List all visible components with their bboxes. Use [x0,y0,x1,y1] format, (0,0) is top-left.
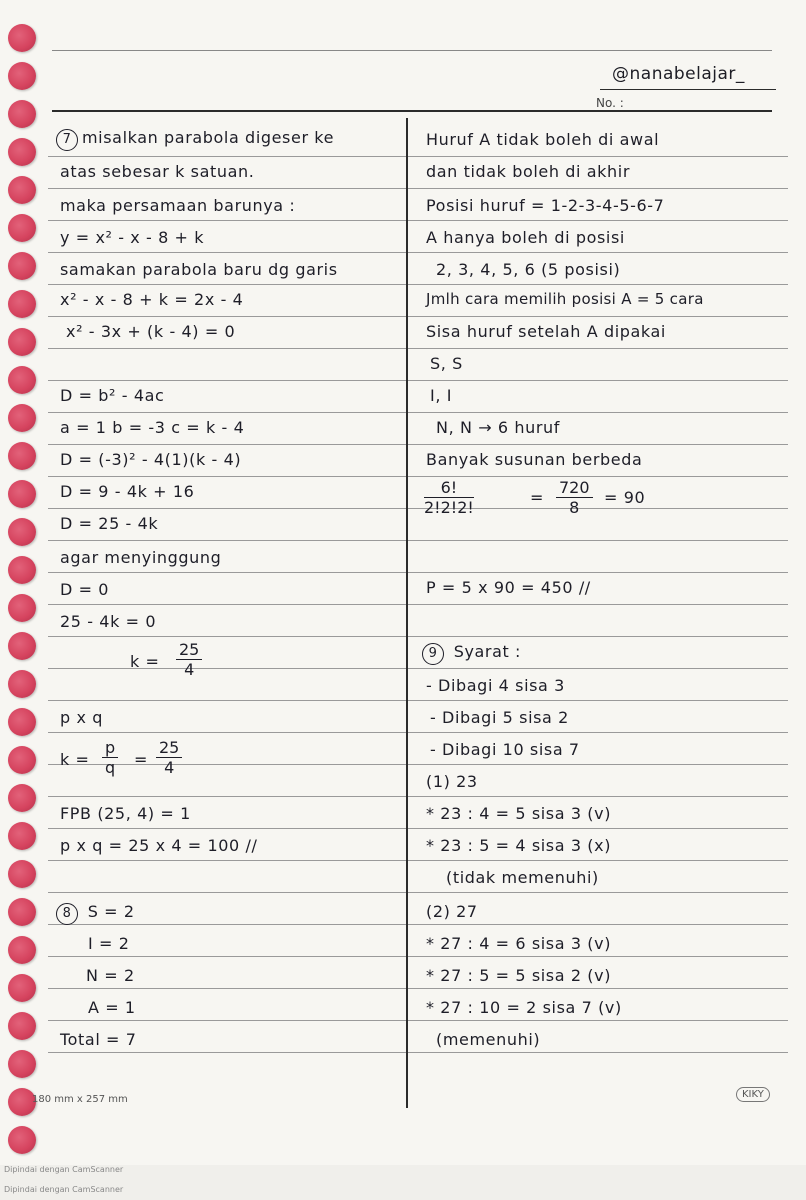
solution-line-10: N, N → 6 huruf [436,418,560,437]
binder-hole [8,24,36,52]
ruled-line [48,636,788,637]
ruled-line [48,604,788,605]
author-handle: @nanabelajar_ [612,64,745,84]
problem-8-line-5: Total = 7 [60,1030,137,1049]
ruled-line [48,348,788,349]
problem-7-line-11: D = 9 - 4k + 16 [60,482,195,501]
solution-line-2: dan tidak boleh di akhir [426,162,631,181]
ruled-line [48,508,788,509]
ruled-line [48,252,788,253]
binder-hole [8,100,36,128]
problem-7-line-5: samakan parabola baru dg garis [60,260,338,279]
problem-7-line-15: 25 - 4k = 0 [60,612,157,631]
problem-9-line-3: - Dibagi 5 sisa 2 [430,708,569,727]
scanner-watermark: Dipindai dengan CamScanner [4,1165,124,1174]
binder-hole [8,252,36,280]
handle-underline [600,89,776,90]
problem-7-line-9: a = 1 b = -3 c = k - 4 [60,418,245,437]
binder-hole [8,138,36,166]
problem-7-line-6: x² - x - 8 + k = 2x - 4 [60,290,244,309]
ruled-line [48,828,788,829]
solution-line-8: S, S [430,354,463,373]
fraction-25-over-4: $\frac{25}{4}$ [156,738,182,777]
problem-7-line-17: p x q [60,708,103,727]
solution-line-11: Banyak susunan berbeda [426,450,643,469]
problem-7-line-10: D = (-3)² - 4(1)(k - 4) [60,450,242,469]
ruled-line [48,540,788,541]
fraction-720-over-8: $\frac{720}{8}$ [556,478,593,517]
solution-line-4: A hanya boleh di posisi [426,228,625,247]
binder-hole [8,936,36,964]
problem-7-answer: p x q = 25 x 4 = 100 // [60,836,258,855]
page-number-label: No. : [596,96,624,110]
problem-8-line-1: 8 S = 2 [56,902,135,925]
answer-mark: // [578,578,591,597]
binder-hole [8,480,36,508]
binder-hole [8,1050,36,1078]
ruled-line [48,924,788,925]
problem-7-line-7: x² - 3x + (k - 4) = 0 [66,322,236,341]
ruled-line [48,700,788,701]
binder-holes [0,0,48,1165]
binder-hole [8,404,36,432]
header-divider [52,110,772,112]
binder-hole [8,594,36,622]
fraction-6-factorial: $\frac{6!}{2!2!2!}$ [424,478,474,517]
binder-hole [8,898,36,926]
ruled-line [48,220,788,221]
ruled-line [48,156,788,157]
answer-mark: // [245,836,258,855]
problem-8-line-4: A = 1 [88,998,136,1017]
problem-7-line-1: 7 misalkan parabola digeser ke [56,128,334,151]
problem-9-line-13: (memenuhi) [436,1030,541,1049]
ruled-line [48,1020,788,1021]
brand-label: KIKY [736,1087,770,1102]
problem-8-line-2: I = 2 [88,934,130,953]
problem-9-line-10: * 27 : 4 = 6 sisa 3 (v) [426,934,612,953]
ruled-line [48,572,788,573]
binder-hole [8,1012,36,1040]
ruled-line [48,860,788,861]
binder-hole [8,708,36,736]
binder-hole [8,518,36,546]
problem-9-line-6: * 23 : 4 = 5 sisa 3 (v) [426,804,612,823]
ruled-line [48,732,788,733]
header-rule [52,50,772,51]
ruled-line [48,476,788,477]
fraction-equals-1: = [530,488,545,507]
ruled-line [48,380,788,381]
paper-size-label: 180 mm x 257 mm [32,1094,128,1105]
scanner-strip [0,1165,806,1200]
scanner-watermark: Dipindai dengan CamScanner [4,1185,124,1194]
problem-7-line-14: D = 0 [60,580,110,599]
problem-9-line-5: (1) 23 [426,772,478,791]
problem-9-line-1: 9 Syarat : [422,642,521,665]
ruled-line [48,188,788,189]
problem-number-badge: 9 [422,643,444,665]
binder-hole [8,822,36,850]
binder-hole [8,670,36,698]
problem-number-badge: 8 [56,903,78,925]
ruled-line [48,444,788,445]
binder-hole [8,176,36,204]
binder-hole [8,328,36,356]
problem-7-line-2: atas sebesar k satuan. [60,162,255,181]
binder-hole [8,974,36,1002]
binder-hole [8,784,36,812]
ruled-line [48,1052,788,1053]
problem-7-line-3: maka persamaan barunya : [60,196,296,215]
solution-line-5: 2, 3, 4, 5, 6 (5 posisi) [436,260,621,279]
binder-hole [8,366,36,394]
solution-line-9: I, I [430,386,453,405]
problem-9-line-11: * 27 : 5 = 5 sisa 2 (v) [426,966,612,985]
binder-hole [8,214,36,242]
ruled-line [48,988,788,989]
ruled-line [48,412,788,413]
solution-line-6: Jmlh cara memilih posisi A = 5 cara [426,290,704,308]
problem-7-line-16-lhs: k = [130,652,160,671]
ruled-line [48,796,788,797]
binder-hole [8,1126,36,1154]
problem-7-line-13: agar menyinggung [60,548,222,567]
fraction-equals: = [134,750,149,769]
problem-8-line-3: N = 2 [86,966,135,985]
problem-9-line-9: (2) 27 [426,902,478,921]
binder-hole [8,556,36,584]
binder-hole [8,632,36,660]
solution-answer: P = 5 x 90 = 450 // [426,578,591,597]
solution-line-3: Posisi huruf = 1-2-3-4-5-6-7 [426,196,665,215]
problem-7-line-19: FPB (25, 4) = 1 [60,804,191,823]
problem-7-line-4: y = x² - x - 8 + k [60,228,205,247]
ruled-line [48,316,788,317]
problem-9-line-8: (tidak memenuhi) [446,868,599,887]
ruled-line [48,284,788,285]
problem-7-line-12: D = 25 - 4k [60,514,159,533]
binder-hole [8,442,36,470]
binder-hole [8,62,36,90]
problem-9-line-2: - Dibagi 4 sisa 3 [426,676,565,695]
problem-9-line-7: * 23 : 5 = 4 sisa 3 (x) [426,836,612,855]
fraction-result: = 90 [604,488,646,507]
column-divider [406,118,408,1108]
solution-line-1: Huruf A tidak boleh di awal [426,130,660,149]
fraction-p-over-q: $\frac{p}{q}$ [102,738,118,777]
binder-hole [8,860,36,888]
problem-7-line-8: D = b² - 4ac [60,386,165,405]
problem-number-badge: 7 [56,129,78,151]
ruled-line [48,956,788,957]
problem-9-line-4: - Dibagi 10 sisa 7 [430,740,580,759]
fraction-k-value: $\frac{25}{4}$ [176,640,202,679]
solution-line-7: Sisa huruf setelah A dipakai [426,322,666,341]
problem-9-line-12: * 27 : 10 = 2 sisa 7 (v) [426,998,622,1017]
binder-hole [8,746,36,774]
problem-7-line-18-lhs: k = [60,750,90,769]
binder-hole [8,290,36,318]
ruled-line [48,892,788,893]
